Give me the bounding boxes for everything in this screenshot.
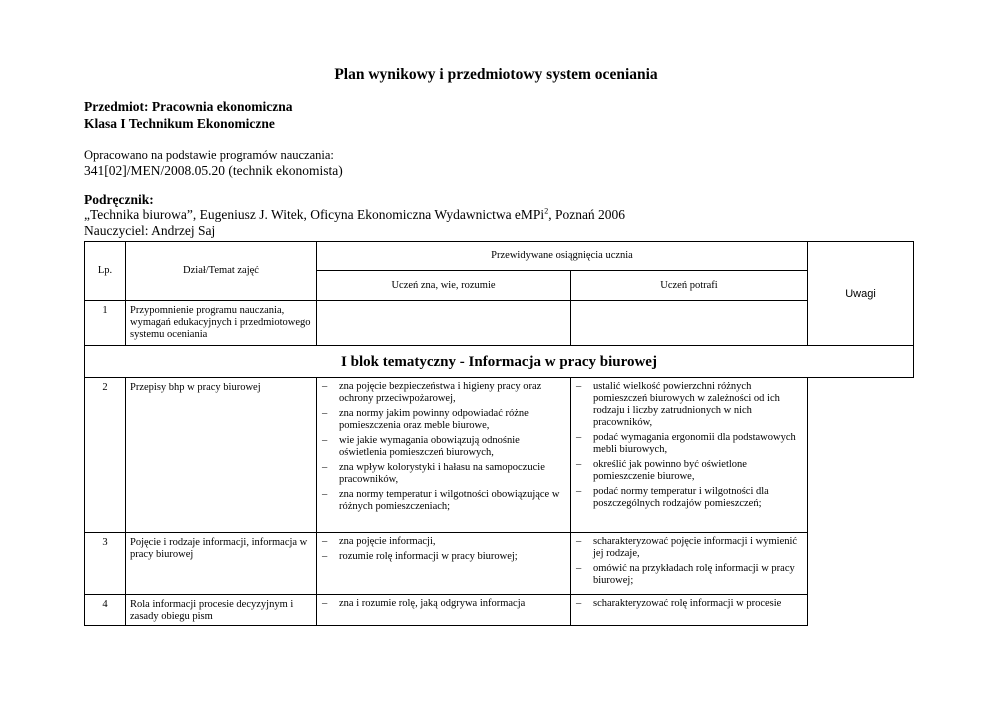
list-item: – podać wymagania ergonomii dla podstawowych mebli biurowych, bbox=[575, 432, 803, 456]
knows-list bbox=[321, 598, 566, 610]
row-can bbox=[571, 301, 808, 346]
basis-value: 341[02]/MEN/2008.05.20 (technik ekonomista) bbox=[84, 163, 343, 178]
header-knows: Uczeń zna, wie, rozumie bbox=[317, 271, 571, 301]
list-item: – określić jak powinno być oświetlone pomieszczenie biurowe, bbox=[575, 459, 803, 483]
row-topic: Rola informacji procesie decyzyjnym i zasady obiegu pism bbox=[126, 595, 317, 626]
row-knows bbox=[317, 533, 571, 595]
basis-label: Opracowano na podstawie programów nauczania: bbox=[84, 148, 334, 162]
can-list bbox=[575, 598, 803, 610]
table-row bbox=[85, 301, 914, 346]
can-list bbox=[575, 536, 803, 587]
textbook-publisher: , Poznań 2006 bbox=[548, 207, 626, 222]
textbook-label: Podręcznik: bbox=[84, 192, 154, 207]
row-topic: Przypomnienie programu nauczania, wymagań edukacyjnych i przedmiotowego systemu oceniania bbox=[126, 301, 317, 346]
table-row bbox=[85, 378, 914, 533]
row-knows bbox=[317, 378, 571, 533]
teacher-line: Nauczyciel: Andrzej Saj bbox=[84, 223, 216, 238]
textbook-superscript: 2 bbox=[544, 206, 549, 216]
list-item: – omówić na przykładach rolę informacji w pracy biurowej; bbox=[575, 563, 803, 587]
header-row-top bbox=[85, 242, 914, 271]
knows-list bbox=[321, 536, 566, 563]
textbook-line bbox=[84, 207, 625, 222]
list-item: – scharakteryzować rolę informacji w procesie bbox=[575, 598, 803, 610]
row-number: 3 bbox=[85, 533, 126, 595]
table-row bbox=[85, 595, 914, 626]
list-item: – wie jakie wymagania obowiązują odnośnie oświetlenia pomieszczeń biurowych, bbox=[321, 435, 566, 459]
list-item: – zna pojęcie informacji, bbox=[321, 536, 566, 548]
row-knows bbox=[317, 301, 571, 346]
block-row bbox=[85, 346, 914, 378]
list-item: – rozumie rolę informacji w pracy biurowej; bbox=[321, 551, 566, 563]
list-item: – zna wpływ kolorystyki i hałasu na samopoczucie pracowników, bbox=[321, 462, 566, 486]
row-knows bbox=[317, 595, 571, 626]
header-topic: Dział/Temat zajęć bbox=[126, 242, 317, 301]
block-title: I blok tematyczny - Informacja w pracy biurowej bbox=[85, 346, 914, 378]
header-can: Uczeń potrafi bbox=[571, 271, 808, 301]
list-item: – ustalić wielkość powierzchni różnych pomieszczeń biurowych w zależności od ich rodzaju i liczby zatrudnionych w nich pracowników, bbox=[575, 381, 803, 429]
class-line: Klasa I Technikum Ekonomiczne bbox=[84, 116, 275, 131]
table-row bbox=[85, 533, 914, 595]
list-item: – zna normy jakim powinny odpowiadać różne pomieszczenia oraz meble biurowe, bbox=[321, 408, 566, 432]
list-item: – zna i rozumie rolę, jaką odgrywa informacja bbox=[321, 598, 566, 610]
grading-plan-table bbox=[84, 241, 914, 626]
row-topic: Pojęcie i rodzaje informacji, informacja w pracy biurowej bbox=[126, 533, 317, 595]
row-topic: Przepisy bhp w pracy biurowej bbox=[126, 378, 317, 533]
row-number: 2 bbox=[85, 378, 126, 533]
list-item: – zna pojęcie bezpieczeństwa i higieny pracy oraz ochrony przeciwpożarowej, bbox=[321, 381, 566, 405]
row-number: 1 bbox=[85, 301, 126, 346]
document-title: Plan wynikowy i przedmiotowy system oceniania bbox=[334, 66, 658, 83]
can-list bbox=[575, 381, 803, 510]
row-can bbox=[571, 378, 808, 533]
list-item: – scharakteryzować pojęcie informacji i wymienić jej rodzaje, bbox=[575, 536, 803, 560]
list-item: – zna normy temperatur i wilgotności obowiązujące w różnych pomieszczeniach; bbox=[321, 489, 566, 513]
header-achievements: Przewidywane osiągnięcia ucznia bbox=[317, 242, 808, 271]
row-number: 4 bbox=[85, 595, 126, 626]
header-lp: Lp. bbox=[85, 242, 126, 301]
knows-list bbox=[321, 381, 566, 513]
row-can bbox=[571, 533, 808, 595]
subject-line: Przedmiot: Pracownia ekonomiczna bbox=[84, 99, 293, 114]
list-item: – podać normy temperatur i wilgotności dla poszczególnych rodzajów pomieszczeń; bbox=[575, 486, 803, 510]
header-notes: Uwagi bbox=[808, 242, 914, 346]
row-can bbox=[571, 595, 808, 626]
textbook-text: „Technika biurowa”, Eugeniusz J. Witek, Oficyna Ekonomiczna Wydawnictwa eMPi bbox=[84, 207, 545, 222]
